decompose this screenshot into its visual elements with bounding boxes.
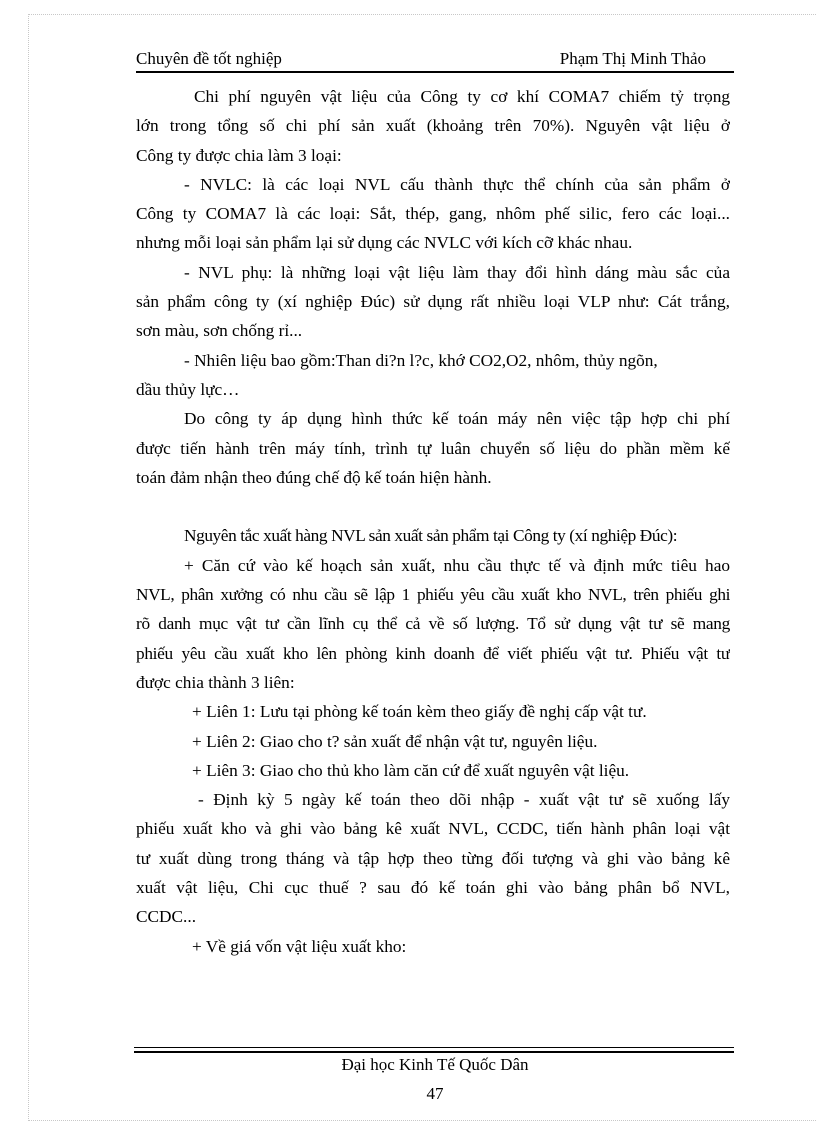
text-line: + Căn cứ vào kế hoạch sản xuất, nhu cầu thực tế và định mức tiêu hao (184, 555, 730, 575)
header-left-title: Chuyên đề tốt nghiệp (136, 49, 282, 68)
header-rule (136, 71, 734, 73)
document-body (136, 82, 730, 961)
text-line: tư xuất dùng trong tháng và tập hợp theo từng đối tượng và ghi vào bảng kê (136, 848, 730, 868)
text-line: sản phẩm công ty (xí nghiệp Đúc) sử dụng rất nhiều loại VLP như: Cát trắng, (136, 292, 730, 312)
text-line: lớn trong tổng số chi phí sản xuất (khoảng trên 70%). Nguyên vật liệu ở (136, 116, 730, 136)
text-line: - Định kỳ 5 ngày kế toán theo dõi nhập - xuất vật tư sẽ xuống lấy (198, 790, 730, 810)
text-line: - NVL phụ: là những loại vật liệu làm thay đổi hình dáng màu sắc của (184, 262, 730, 282)
text-line: Công ty được chia làm 3 loại: (136, 145, 342, 165)
paragraph-gap (136, 492, 730, 521)
text-line: NVL, phân xưởng có nhu cầu sẽ lập 1 phiếu yêu cầu xuất kho NVL, trên phiếu ghi (136, 585, 730, 605)
text-line: - NVLC: là các loại NVL cấu thành thực thể chính của sản phẩm ở (184, 174, 730, 194)
text-line: - Nhiên liệu bao gồm:Than di?n l?c, khớ CO2,O2, nhôm, thủy ngõn, (184, 350, 658, 370)
text-line: Do công ty áp dụng hình thức kế toán máy nên việc tập hợp chi phí (184, 409, 730, 429)
text-line: CCDC... (136, 907, 197, 927)
footer-rule (134, 1051, 734, 1053)
text-line: nhưng mỗi loại sản phẩm lại sử dụng các NVLC với kích cỡ khác nhau. (136, 233, 633, 253)
text-line: Nguyên tắc xuất hàng NVL sản xuất sản phẩm tại Công ty (xí nghiệp Đúc): (184, 526, 678, 546)
text-line: rõ danh mục vật tư cần lĩnh cụ thể cả về số lượng. Tổ sử dụng vật tư sẽ mang (136, 614, 730, 634)
text-line: Công ty COMA7 là các loại: Sắt, thép, gang, nhôm phế silic, fero các loại... (136, 204, 730, 224)
text-line: sơn màu, sơn chống rỉ... (136, 321, 303, 341)
header-author: Phạm Thị Minh Thảo (559, 49, 706, 68)
text-line: + Liên 1: Lưu tại phòng kế toán kèm theo giấy đề nghị cấp vật tư. (192, 702, 647, 722)
text-line: xuất vật liệu, Chi cục thuế ? sau đó kế toán ghi vào bảng phân bổ NVL, (136, 878, 730, 898)
text-line: phiếu yêu cầu xuất kho lên phòng kinh doanh để viết phiếu vật tư. Phiếu vật tư (136, 643, 730, 663)
footer-rule (134, 1047, 734, 1048)
footer-university: Đại học Kinh Tế Quốc Dân (341, 1055, 529, 1074)
text-line: + Về giá vốn vật liệu xuất kho: (192, 936, 407, 956)
page-number: 47 (426, 1084, 444, 1103)
text-line: + Liên 3: Giao cho thủ kho làm căn cứ để xuất nguyên vật liệu. (192, 760, 630, 780)
text-line: được tiến hành trên máy tính, trình tự luân chuyển số liệu do phần mềm kế (136, 438, 730, 458)
text-line: dầu thủy lực… (136, 379, 240, 399)
page-header (136, 49, 734, 71)
text-line: phiếu xuất kho và ghi vào bảng kê xuất NVL, CCDC, tiến hành phân loại vật (136, 819, 730, 839)
text-line: toán đảm nhận theo đúng chế độ kế toán hiện hành. (136, 467, 492, 487)
text-line: + Liên 2: Giao cho t? sản xuất để nhận vật tư, nguyên liệu. (192, 731, 598, 751)
text-line: được chia thành 3 liên: (136, 672, 295, 692)
text-line: Chi phí nguyên vật liệu của Công ty cơ khí COMA7 chiếm tỷ trọng (194, 87, 730, 106)
